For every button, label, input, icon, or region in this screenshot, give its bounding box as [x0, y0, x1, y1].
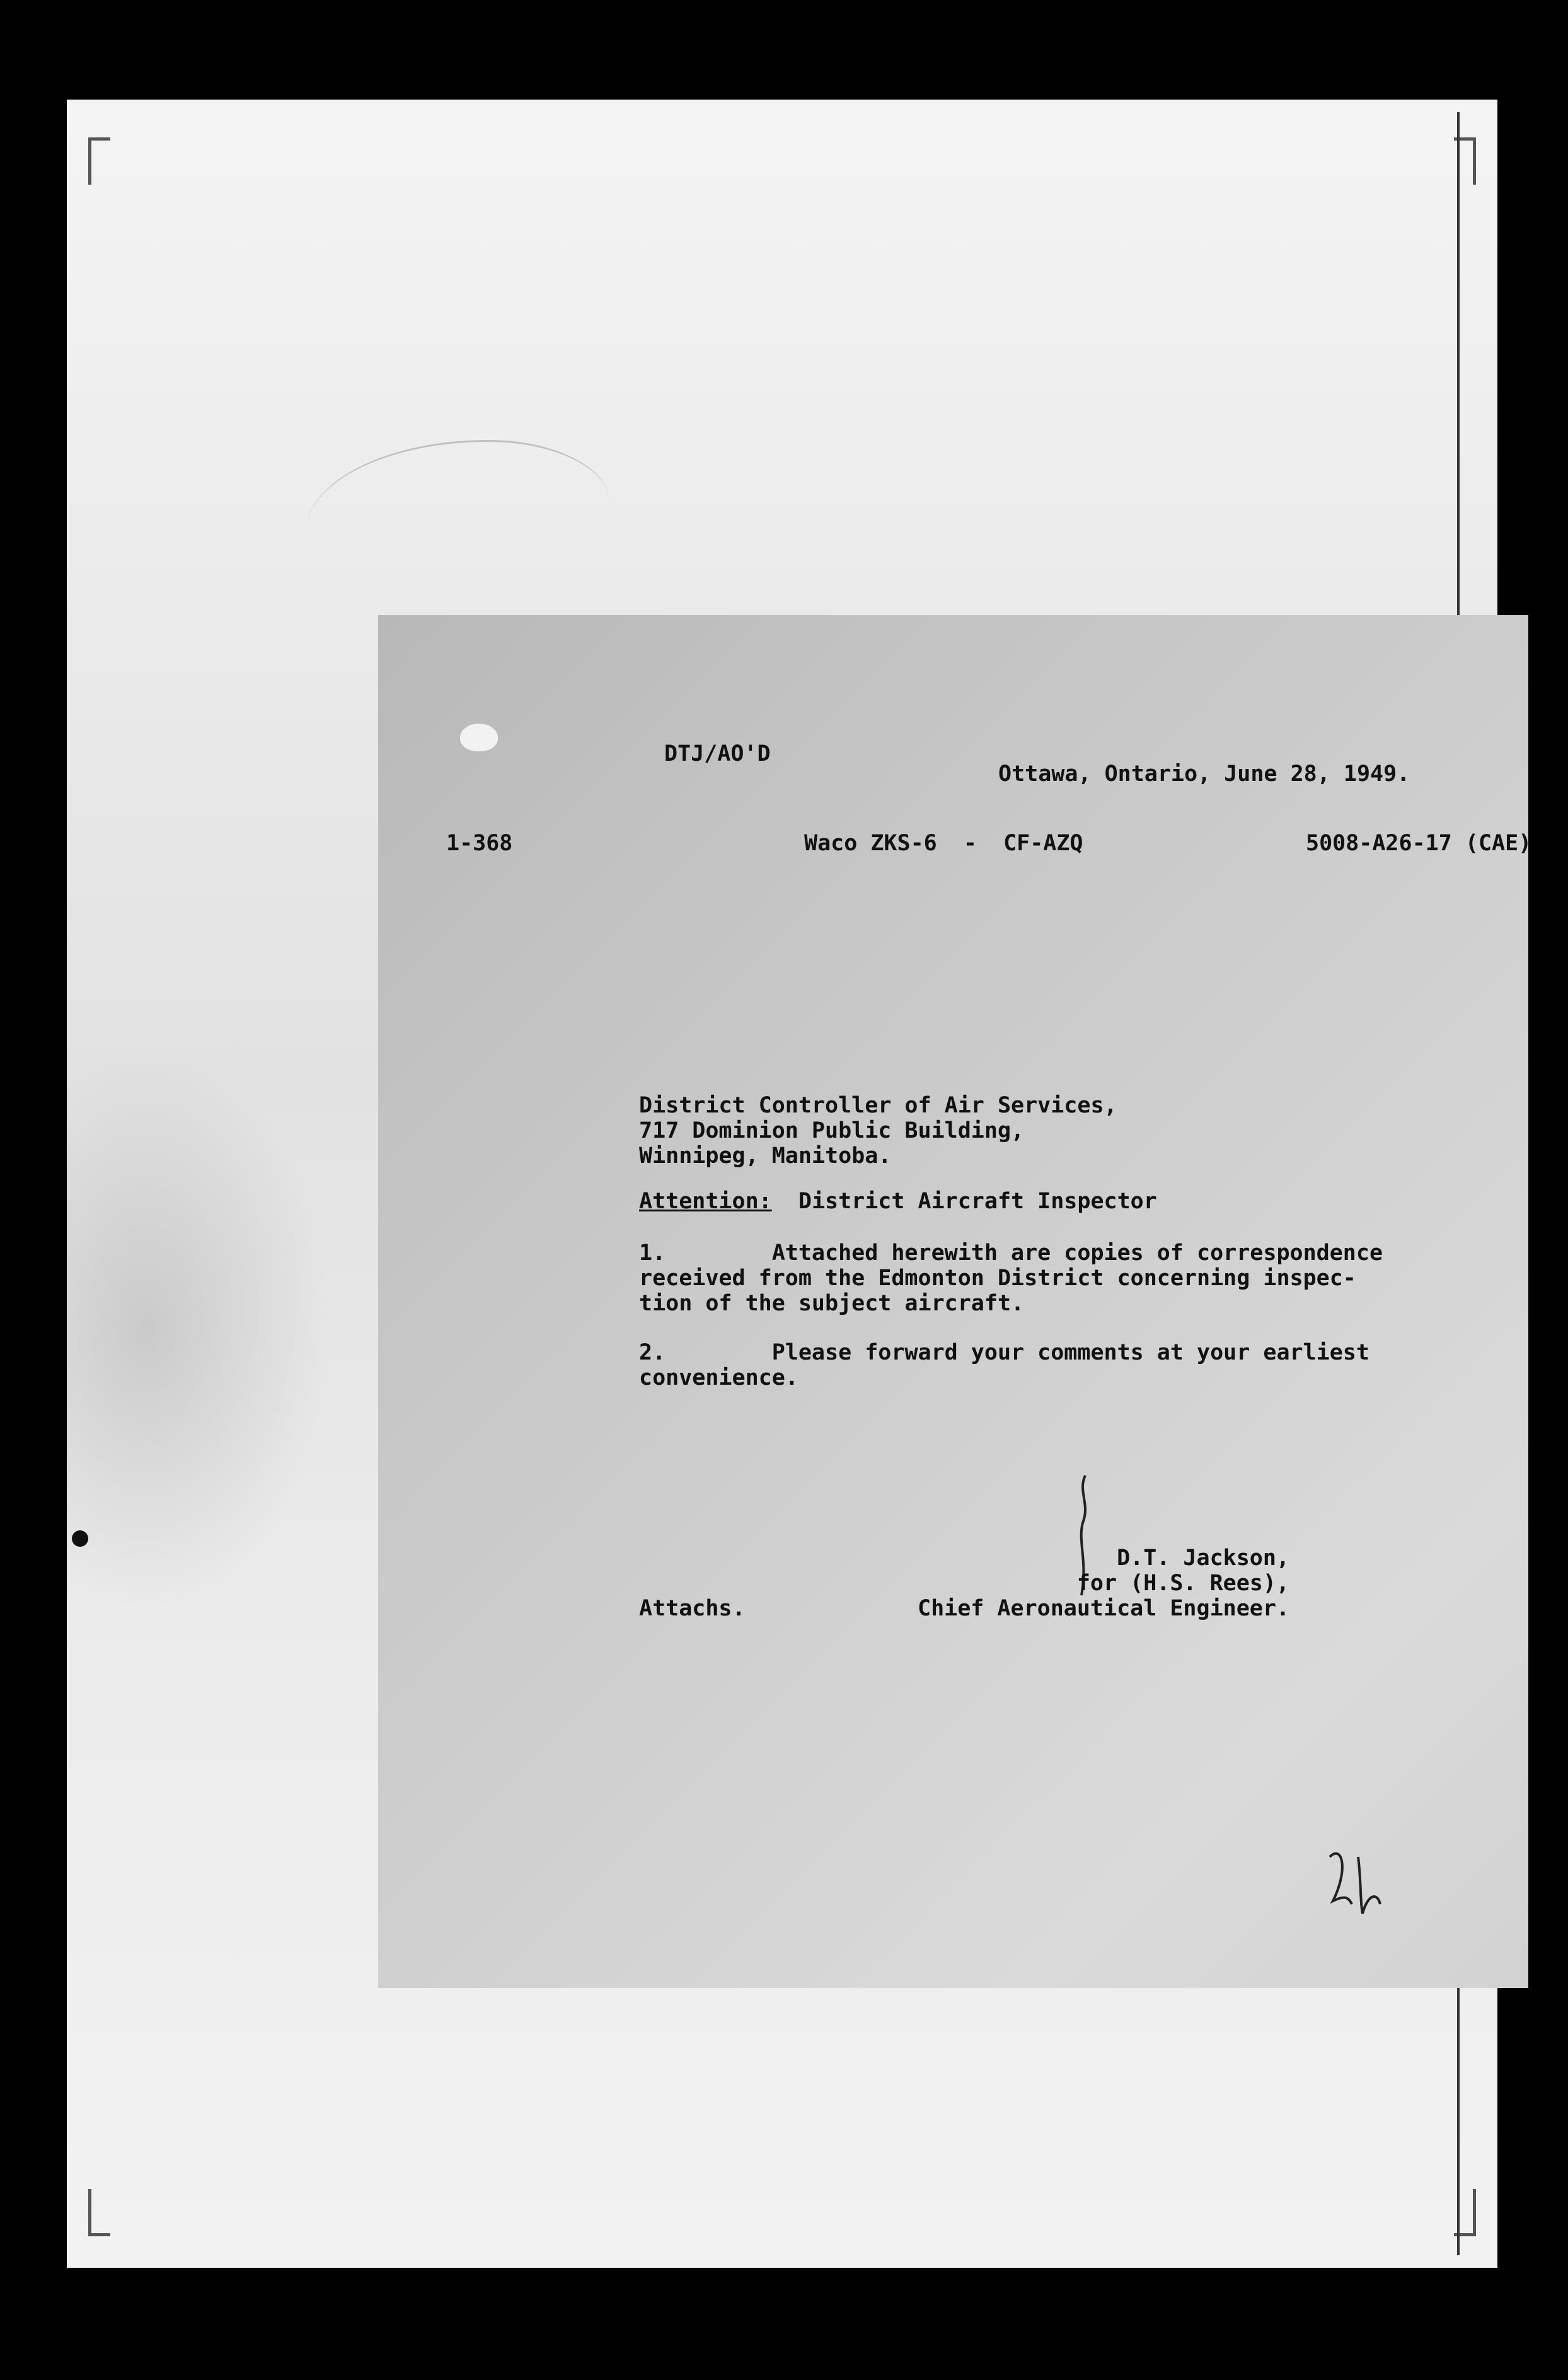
signature-block: D.T. Jackson, for (H.S. Rees), Chief Aeronautical Engineer.: [918, 1545, 1290, 1621]
paragraph-1: 1. Attached herewith are copies of correspondence received from the Edmonton District concerning inspec- tion of the subject aircraft.: [639, 1240, 1383, 1316]
film-smudge: [67, 1045, 331, 1612]
film-scratch: [306, 440, 609, 593]
typed-letter: [378, 615, 1532, 1988]
attention-line: [639, 1189, 1157, 1214]
recipient-address: [639, 1093, 1117, 1169]
attention-value: District Aircraft Inspector: [798, 1189, 1157, 1214]
microfilm-frame: [67, 100, 1532, 2268]
address-line: District Controller of Air Services,: [639, 1093, 1117, 1118]
film-edge-dot: [72, 1530, 88, 1547]
file-number: 1-368: [446, 831, 513, 856]
government-reference: 5008-A26-17 (CAE): [1306, 831, 1532, 856]
frame-corner-mark: [88, 2189, 110, 2236]
letter-subject: Waco ZKS-6 - CF-AZQ: [804, 831, 1083, 856]
frame-corner-mark: [88, 137, 110, 185]
letter-dateline: Ottawa, Ontario, June 28, 1949.: [998, 761, 1410, 787]
punch-hole: [460, 724, 498, 751]
address-line: 717 Dominion Public Building,: [639, 1118, 1025, 1143]
attention-label: Attention:: [639, 1189, 772, 1214]
address-line: Winnipeg, Manitoba.: [639, 1143, 892, 1169]
enclosures-note: Attachs.: [639, 1596, 746, 1621]
paragraph-2: 2. Please forward your comments at your earliest convenience.: [639, 1340, 1369, 1390]
letter-reference: DTJ/AO'D: [664, 741, 771, 766]
handwritten-folio-mark: [1323, 1844, 1393, 1920]
